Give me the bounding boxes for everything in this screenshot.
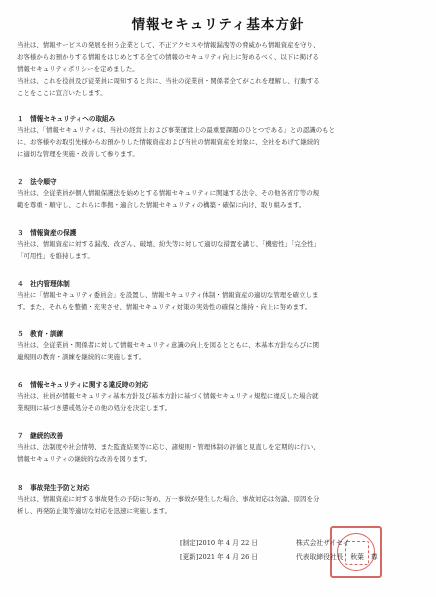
revision-dates (180, 536, 258, 564)
intro-line: お客様からお預かりする情報をはじめとする全ての情報のセキュリティ向上に努めるべく、以下に掲げる (17, 53, 319, 61)
representative-name: 代表取締役社長 秋葉 尊 (296, 553, 378, 561)
section-1-line: に、お客様やお取引先様からお預かりした情報資産および当社の情報資産を対象に、全社をあげて継続的 (17, 138, 320, 146)
section-6-line: 業規則に基づき懲戒処分その他の処分を決定します。 (17, 404, 172, 412)
section-8-line: 析し、再発防止策等適切な対応を迅速に実施します。 (17, 507, 172, 515)
section-3-line: 当社は、情報資産に対する漏洩、改ざん、破壊、紛失等に対して適切な措置を講じ、「機密性」「完全性」 (17, 240, 321, 248)
section-4-line: 当社に「情報セキュリティ委員会」を設置し、情報セキュリティ体制・情報資産の適切な管理を確立しま (17, 291, 319, 299)
section-heading-6: ６ 情報セキュリティに関する違反時の対応 (17, 381, 149, 389)
section-1-line: に適切な管理を実施・改善して参ります。 (17, 150, 139, 158)
section-heading-3: ３ 情報資産の保護 (17, 229, 77, 237)
section-heading-7: ７ 継続的改善 (17, 432, 64, 440)
updated-date: [更新]2021 年 4 月 26 日 (180, 553, 258, 561)
section-4-line: す。また、それらを整備・充実させ、情報セキュリティ対策の実効性の確保と維持・向上に努めます。 (17, 303, 312, 311)
section-5-line: 当社は、全従業員・関係者に対して情報セキュリティ意識の向上を図るとともに、本基本方針ならびに関 (17, 341, 320, 349)
section-7-line: 情報セキュリティの継続的な改善を図ります。 (17, 455, 152, 463)
intro-line: ことをここに宣言いたします。 (17, 89, 107, 97)
company-name: 株式会社ザイセイ (296, 539, 350, 547)
section-heading-8: ８ 事故発生予防と対応 (17, 484, 90, 492)
section-6-line: 当社は、社員が情報セキュリティ基本方針及び基本方針に基づく情報セキュリティ規程に違反した場合就 (17, 392, 319, 400)
section-2-line: 範を尊重・順守し、これらに準拠・適合した情報セキュリティの構築・確保に向け、取り組みます。 (17, 201, 306, 209)
section-heading-4: ４ 社内管理体制 (17, 280, 70, 288)
section-8-line: 当社は、情報資産に対する事故発生の予防に努め、万一事故が発生した場合、事故対応は勿論、原因を分 (17, 495, 320, 503)
section-7-line: 当社は、法制度や社会情勢、また監査結果等に応じ、諸規則・管理体制の評価と見直しを定期的に行い、 (17, 443, 320, 451)
intro-line: 情報セキュリティポリシーを定めました。 (17, 65, 139, 73)
section-heading-2: ２ 法令順守 (17, 178, 57, 186)
established-date: [制定]2010 年 4 月 22 日 (180, 539, 258, 547)
section-5-line: 連規則の教育・訓練を継続的に実施します。 (17, 353, 146, 361)
intro-line: 当社は、情報サービスの発展を担う企業として、不正アクセスや情報漏洩等の脅威から情報資産を守り、 (17, 41, 320, 49)
section-heading-1: １ 情報セキュリティへの取組み (17, 115, 116, 123)
section-heading-5: ５ 教育・訓練 (17, 330, 64, 338)
section-1-line: 当社は、「情報セキュリティは、当社の経営上および事業運営上の最重要課題のひとつである」との認識のもと (17, 126, 336, 134)
intro-line: 当社は、これを役員及び従業員に周知すると共に、当社の従業員・関係者全てがこれを理解し、行動する (17, 77, 320, 85)
page-title: 情報セキュリティ基本方針 (131, 17, 305, 33)
section-2-line: 当社は、全従業員が個人情報保護法を始めとする情報セキュリティに関連する法令、その他各省庁等の規 (17, 189, 320, 197)
section-3-line: 「可用性」を維持します。 (17, 252, 94, 260)
signature-block (296, 536, 378, 564)
